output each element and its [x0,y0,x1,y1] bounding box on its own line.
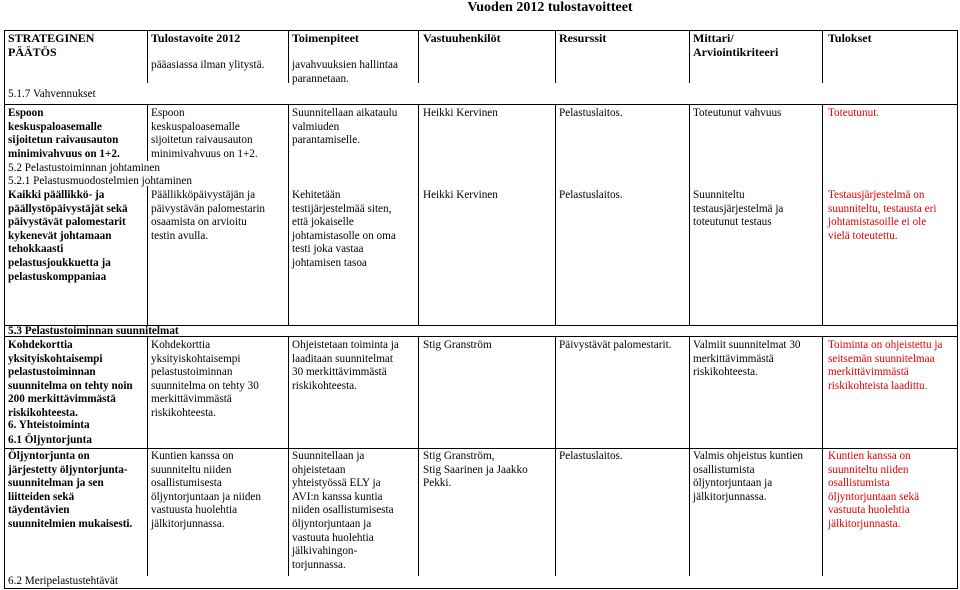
col-divider [288,30,289,83]
metric-text: Toteutunut vahvuus [693,107,782,119]
section-heading: 5.3 Pelastustoiminnan suunnitelmat [8,325,179,337]
col-divider [147,104,148,161]
col-divider [418,336,419,576]
header-strategic-decision: STRATEGINEN PÄÄTÖS [8,31,95,59]
result-text: Toteutunut. [828,107,880,119]
action-text: Ohjeistetaan toiminta ja laaditaan suunnitelmat 30 merkittävimmästä riskikohteesta. [292,339,399,392]
responsible-text: Stig Granström, Stig Saarinen ja Jaakko Pekki. [423,450,528,490]
resources-text: Päivystävät palomestarit. [559,339,672,351]
header-actions: Toimenpiteet [292,31,359,45]
section-heading: 5.1.7 Vahvennukset [8,88,96,100]
col-divider [147,30,148,83]
result-text: Testausjärjestelmä on suunniteltu, testausta eri johtamistasoille ei ole vielä toteutettu. [828,189,937,242]
header-goal: Tulostavoite 2012 [151,31,241,45]
col-divider [418,30,419,83]
col-divider [147,336,148,576]
col-divider [822,336,823,576]
responsible-text: Stig Granström [423,339,492,351]
col-divider [957,30,958,589]
decision-text: Kohdekorttia yksityiskohtaisempi pelastustoiminnan suunnitelma on tehty noin 200 merkittävimmästä riskikohteesta. [8,339,133,419]
col-divider [689,336,690,576]
metric-text: Valmis ohjeistus kuntien osallistumista öljyntorjuntaan ja jälkitorjunnassa. [693,450,804,503]
action-text: Kehitetään testijärjestelmää siten, että jokaiselle johtamistasolle on oma testi joka vastaa johtamisen tasoa [292,189,396,269]
goal-text: Espoon keskuspaloasemalle sijoitetun raivausauton minimivahvuus on 1+2. [151,107,258,160]
section-heading: 5.2 Pelastustoiminnan johtaminen [8,162,160,174]
header-responsible: Vastuuhenkilöt [423,31,501,45]
col-divider [418,104,419,325]
col-divider [147,186,148,325]
col-divider [689,30,690,83]
resources-text: Pelastuslaitos. [559,189,623,201]
action-text: javahvuuksien hallintaa parannetaan. [292,59,398,85]
section-heading: 5.2.1 Pelastusmuodostelmien johtaminen [8,175,192,187]
col-divider [288,336,289,576]
col-divider [555,104,556,325]
result-text: Kuntien kanssa on suunniteltu niiden osallistumista öljyntorjuntaan sekä vastuuta huolehtia jälkitorjunnasta. [828,450,920,530]
goal-text: Kohdekorttia yksityiskohtaisempi pelastustoiminnan suunnitelma on tehty 30 merkittävimmästä riskikohteesta. [151,339,259,419]
header-metric: Mittari/ Arviointikriteeri [693,31,779,59]
decision-text: Öljyntorjunta on järjestetty öljyntorjunta- suunnitelman ja sen liitteiden sekä täydentävien suunnitelmien mukaisesti. [8,450,133,530]
metric-text: Valmiit suunnitelmat 30 merkittävimmästä riskikohteesta. [693,339,801,379]
metric-text: Suunniteltu testausjärjestelmä ja toteutunut testaus [693,189,784,229]
col-divider [689,104,690,325]
col-divider [822,30,823,83]
result-text: Toiminta on ohjeistettu ja seitsemän suunnitelmaa merkittävimmästä riskikohteista laadittu. [828,339,943,392]
resources-text: Pelastuslaitos. [559,450,623,462]
header-resources: Resurssit [559,31,607,45]
resources-text: Pelastuslaitos. [559,107,623,119]
decision-text: Kaikki päällikkö- ja päällystöpäivystäjät sekä päivystävät palomestarit kykenevät johtamaan tehokkaasti pelastusjoukkuetta ja pelastuskomppaniaa [8,189,128,283]
responsible-text: Heikki Kervinen [423,189,498,201]
page-title: Vuoden 2012 tulostavoitteet [467,0,633,15]
goal-text: Päällikköpäivystäjän ja päivystävän palomestarin osaamista on arvioitu testin avulla. [151,189,266,242]
col-divider [288,104,289,325]
goal-text: Kuntien kanssa on suunniteltu niiden osallistumisesta öljyntorjuntaan ja niiden vastuusta huolehtia jälkitorjunnassa. [151,450,261,530]
col-divider [4,30,5,589]
action-text: Suunnitellaan ja ohjeistetaan yhteistyössä ELY ja AVI:n kanssa kuntia niiden osallistumisesta öljyntorjuntaan ja vastuuta huolehtia jälkivahingon- torjunnassa. [292,450,394,571]
section-heading: 6. Yhteistoiminta [8,419,90,431]
decision-text: Espoon keskuspaloasemalle sijoitetun raivausauton minimivahvuus on 1+2. [8,107,120,160]
table-border-bottom [4,588,958,589]
col-divider [555,30,556,83]
responsible-text: Heikki Kervinen [423,107,498,119]
goal-text: pääasiassa ilman ylitystä. [151,59,265,71]
section-heading: 6.1 Öljyntorjunta [8,434,92,446]
header-results: Tulokset [828,31,872,45]
section-heading: 6.2 Meripelastustehtävät [8,575,118,587]
action-text: Suunnitellaan aikataulu valmiuden parantamiselle. [292,107,398,147]
col-divider [555,336,556,576]
col-divider [822,104,823,325]
